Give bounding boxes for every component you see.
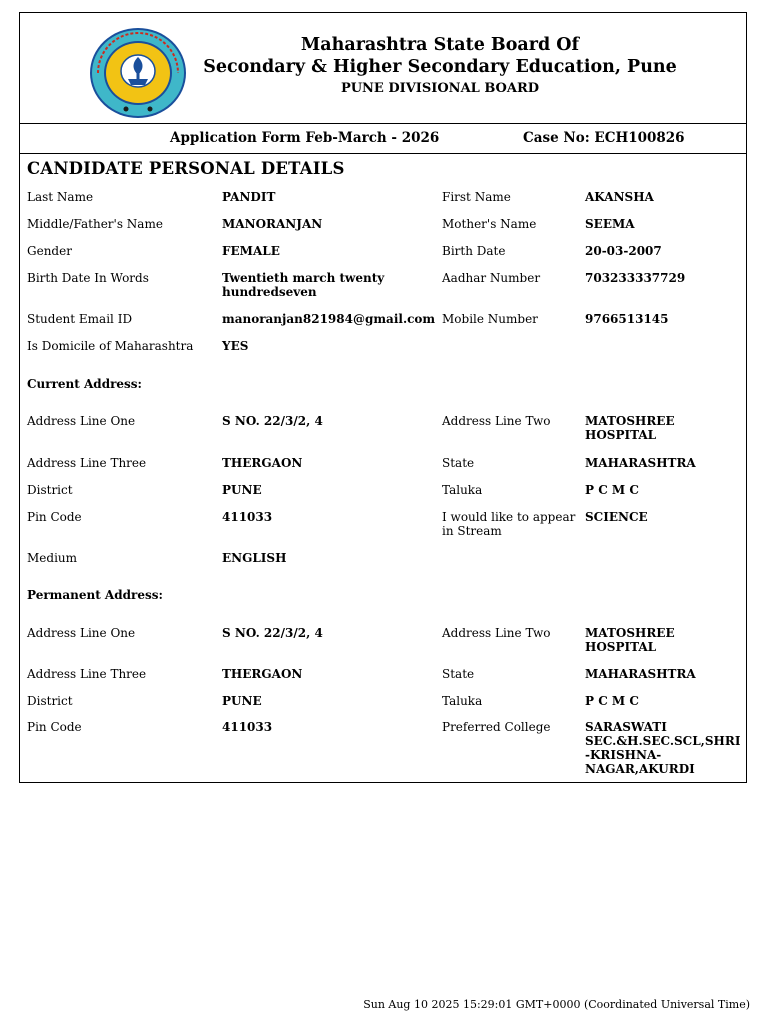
- aadhar-value: 703233337729: [585, 271, 686, 285]
- cur-state-value: MAHARASHTRA: [585, 456, 696, 470]
- stream-value: SCIENCE: [585, 510, 648, 524]
- birth-date-value: 20-03-2007: [585, 244, 662, 258]
- domicile-label: Is Domicile of Maharashtra: [27, 339, 194, 353]
- cur-line3-value: THERGAON: [222, 456, 303, 470]
- current-address-heading: Current Address:: [27, 377, 142, 391]
- case-number: Case No: ECH100826: [523, 130, 685, 146]
- gender-value: FEMALE: [222, 244, 280, 258]
- perm-district-value: PUNE: [222, 694, 262, 708]
- mobile-value: 9766513145: [585, 312, 669, 326]
- perm-pin-value: 411033: [222, 720, 273, 734]
- last-name-value: PANDIT: [222, 190, 276, 204]
- birth-date-label: Birth Date: [442, 244, 506, 258]
- cur-line2-label: Address Line Two: [442, 414, 551, 428]
- section-title: CANDIDATE PERSONAL DETAILS: [27, 159, 345, 178]
- perm-state-value: MAHARASHTRA: [585, 667, 696, 681]
- perm-state-label: State: [442, 667, 475, 681]
- medium-label: Medium: [27, 551, 78, 565]
- application-bar: [20, 124, 746, 154]
- last-name-label: Last Name: [27, 190, 94, 204]
- birth-words-label: Birth Date In Words: [27, 271, 149, 285]
- college-value: SARASWATI SEC.&H.SEC.SCL,SHRI-KRISHNA-NAGAR,AKURDI: [585, 720, 741, 776]
- first-name-value: AKANSHA: [585, 190, 654, 204]
- board-title: [200, 34, 680, 78]
- college-label: Preferred College: [442, 720, 551, 734]
- cur-taluka-value: P C M C: [585, 483, 639, 497]
- medium-value: ENGLISH: [222, 551, 287, 565]
- form-header: [20, 13, 746, 124]
- board-emblem-icon: [88, 27, 188, 119]
- middle-name-value: MANORANJAN: [222, 217, 323, 231]
- cur-district-label: District: [27, 483, 73, 497]
- permanent-address-heading: Permanent Address:: [27, 588, 163, 602]
- cur-line1-label: Address Line One: [27, 414, 136, 428]
- perm-line3-label: Address Line Three: [27, 667, 147, 681]
- cur-pin-value: 411033: [222, 510, 273, 524]
- gender-label: Gender: [27, 244, 72, 258]
- domicile-value: YES: [222, 339, 249, 353]
- application-form: [19, 12, 747, 783]
- mother-name-value: SEEMA: [585, 217, 635, 231]
- application-form-label: Application Form Feb-March - 2026: [170, 130, 440, 146]
- perm-taluka-label: Taluka: [442, 694, 483, 708]
- board-title-line2: Secondary & Higher Secondary Education, Pune: [203, 57, 677, 77]
- email-label: Student Email ID: [27, 312, 133, 326]
- perm-line2-value: MATOSHREE HOSPITAL: [585, 626, 675, 654]
- cur-state-label: State: [442, 456, 475, 470]
- perm-district-label: District: [27, 694, 73, 708]
- perm-line1-label: Address Line One: [27, 626, 136, 640]
- aadhar-label: Aadhar Number: [442, 271, 541, 285]
- middle-name-label: Middle/Father's Name: [27, 217, 163, 231]
- cur-district-value: PUNE: [222, 483, 262, 497]
- perm-taluka-value: P C M C: [585, 694, 639, 708]
- board-subtitle: PUNE DIVISIONAL BOARD: [340, 81, 540, 96]
- print-timestamp: Sun Aug 10 2025 15:29:01 GMT+0000 (Coordinated Universal Time): [363, 998, 750, 1011]
- birth-words-value: Twentieth march twenty hundredseven: [222, 271, 385, 299]
- cur-line1-value: S NO. 22/3/2, 4: [222, 414, 323, 428]
- mother-name-label: Mother's Name: [442, 217, 537, 231]
- perm-line2-label: Address Line Two: [442, 626, 551, 640]
- email-value: manoranjan821984@gmail.com: [222, 312, 436, 326]
- stream-label: I would like to appear in Stream: [442, 510, 576, 538]
- cur-line2-value: MATOSHREE HOSPITAL: [585, 414, 675, 442]
- perm-line1-value: S NO. 22/3/2, 4: [222, 626, 323, 640]
- perm-pin-label: Pin Code: [27, 720, 82, 734]
- perm-line3-value: THERGAON: [222, 667, 303, 681]
- cur-line3-label: Address Line Three: [27, 456, 147, 470]
- board-title-line1: Maharashtra State Board Of: [300, 35, 580, 55]
- first-name-label: First Name: [442, 190, 511, 204]
- cur-taluka-label: Taluka: [442, 483, 483, 497]
- mobile-label: Mobile Number: [442, 312, 538, 326]
- cur-pin-label: Pin Code: [27, 510, 82, 524]
